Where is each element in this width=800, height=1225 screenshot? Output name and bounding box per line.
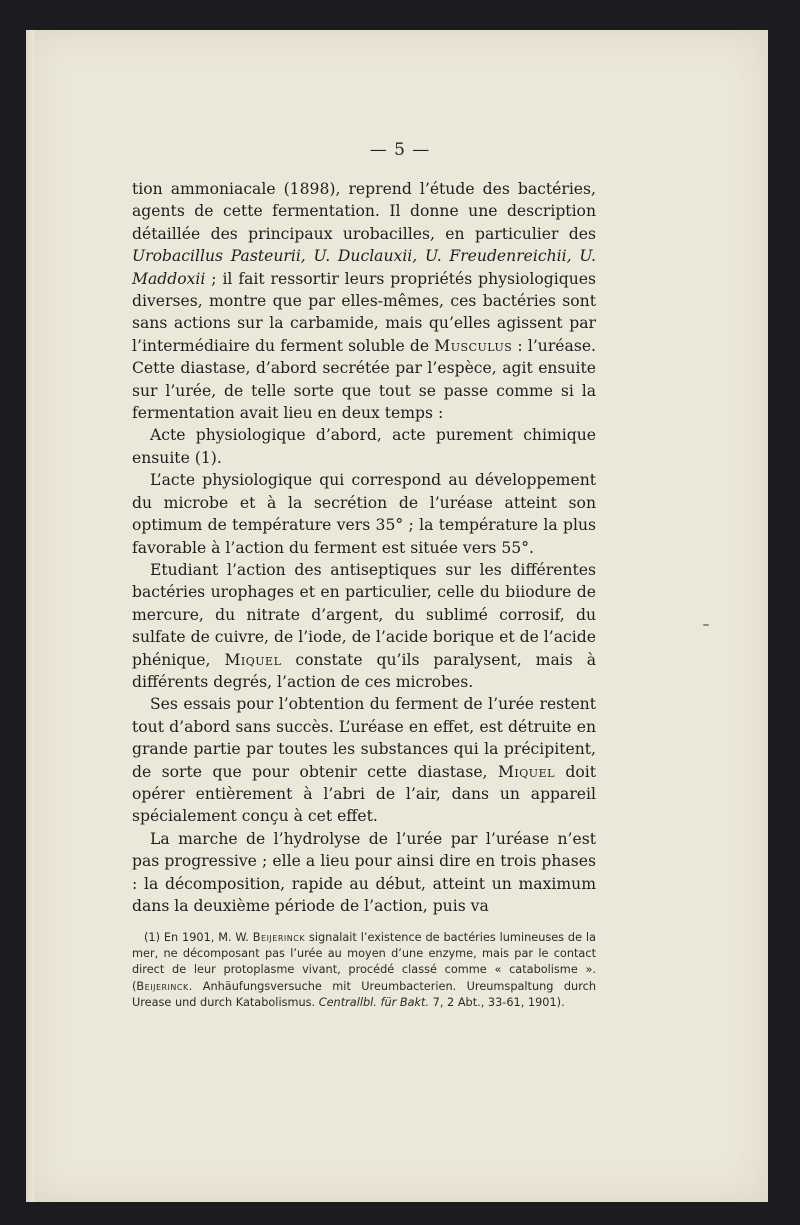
text-run: . Anhäufungsversuche mit Ureumbacterien. Ureumspaltung durch Urease und durch Katabolismus. [132,979,596,1009]
text-run: (1) En 1901, M. W. [144,931,253,944]
text-run: La marche de l’hydrolyse de l’urée par l’uréase n’est pas progressive ; elle a lieu pour ainsi dire en trois phases : la décomposition, rapide au début, atteint un maximum dans la deuxième période de l’action, puis va [132,829,596,915]
author-name: Beijerinck [252,931,306,944]
text-run: signalait l’existence de bactéries lumineuses de la mer, ne décomposant pas l’urée au moyen d’une enzyme, mais par le contact direct de leur protoplasme vivant, procédé classé comme « catabolisme ». ( [132,931,596,993]
italic-run: Centrallbl. für Bakt. [318,995,430,1009]
paragraph [132,469,596,559]
text-run: Etudiant l’action des antiseptiques sur les différentes bactéries urophages et en particulier, celle du biiodure de mercure, du nitrate d’argent, du sublimé corrosif, du sulfate de cuivre, de l’iode, de l’acide borique et de l’acide phénique, [132,560,596,669]
paper-speck [703,624,709,626]
paragraph [132,178,596,424]
paragraph [132,828,596,918]
author-name: Beijerinck [136,979,189,993]
footnote-paragraph [132,930,596,1011]
page-number: — 5 — [369,140,431,160]
text-run: ; il fait ressortir leurs propriétés physiologiques diverses, montre que par elles-mêmes, ces bactéries sont sans actions sur la carbamide, mais qu’elles agissent par l’intermédiaire du ferment soluble de [132,269,596,355]
body-text [132,178,596,917]
paragraph [132,693,596,827]
author-name: Musculus [434,336,513,355]
text-run: Acte physiologique d’abord, acte purement chimique ensuite (1). [132,426,596,467]
text-run: : l’uréase. Cette diastase, d’abord secrétée par l’espèce, agit ensuite sur l’urée, de telle sorte que tout se passe comme si la fermentation avait lieu en deux temps : [132,336,597,423]
paragraph [132,559,596,693]
text-run: doit opérer entièrement à l’abri de l’air, dans un appareil spécialement conçu à cet effet. [132,762,596,826]
text-run: L’acte physiologique qui correspond au développement du microbe et à la secrétion de l’uréase atteint son optimum de température vers 35° ; la température la plus favorable à l’action du ferment est située vers 55°. [132,471,596,557]
paragraph [132,424,596,469]
author-name: Miquel [497,762,555,781]
page-spine-shadow [26,30,34,1202]
text-run: 7, 2 Abt., 33-61, 1901). [429,995,565,1009]
text-run: tion ammoniacale (1898), reprend l’étude des bactéries, agents de cette fermentation. Il donne une description détaillée des principaux urobacilles, en particulier des [132,180,596,243]
text-run: Ses essais pour l’obtention du ferment de l’urée restent tout d’abord sans succès. L’uréase en effet, est détruite en grande partie par toutes les substances qui la précipitent, de sorte que pour obtenir cette diastase, [132,695,596,781]
text-run: constate qu’ils paralysent, mais à différents degrés, l’action de ces microbes. [132,650,597,691]
footnote [132,930,596,1011]
author-name: Miquel [224,650,282,669]
italic-run: Urobacillus Pasteurii, U. Duclauxii, U. Freudenreichii, U. Maddoxii [132,247,596,288]
